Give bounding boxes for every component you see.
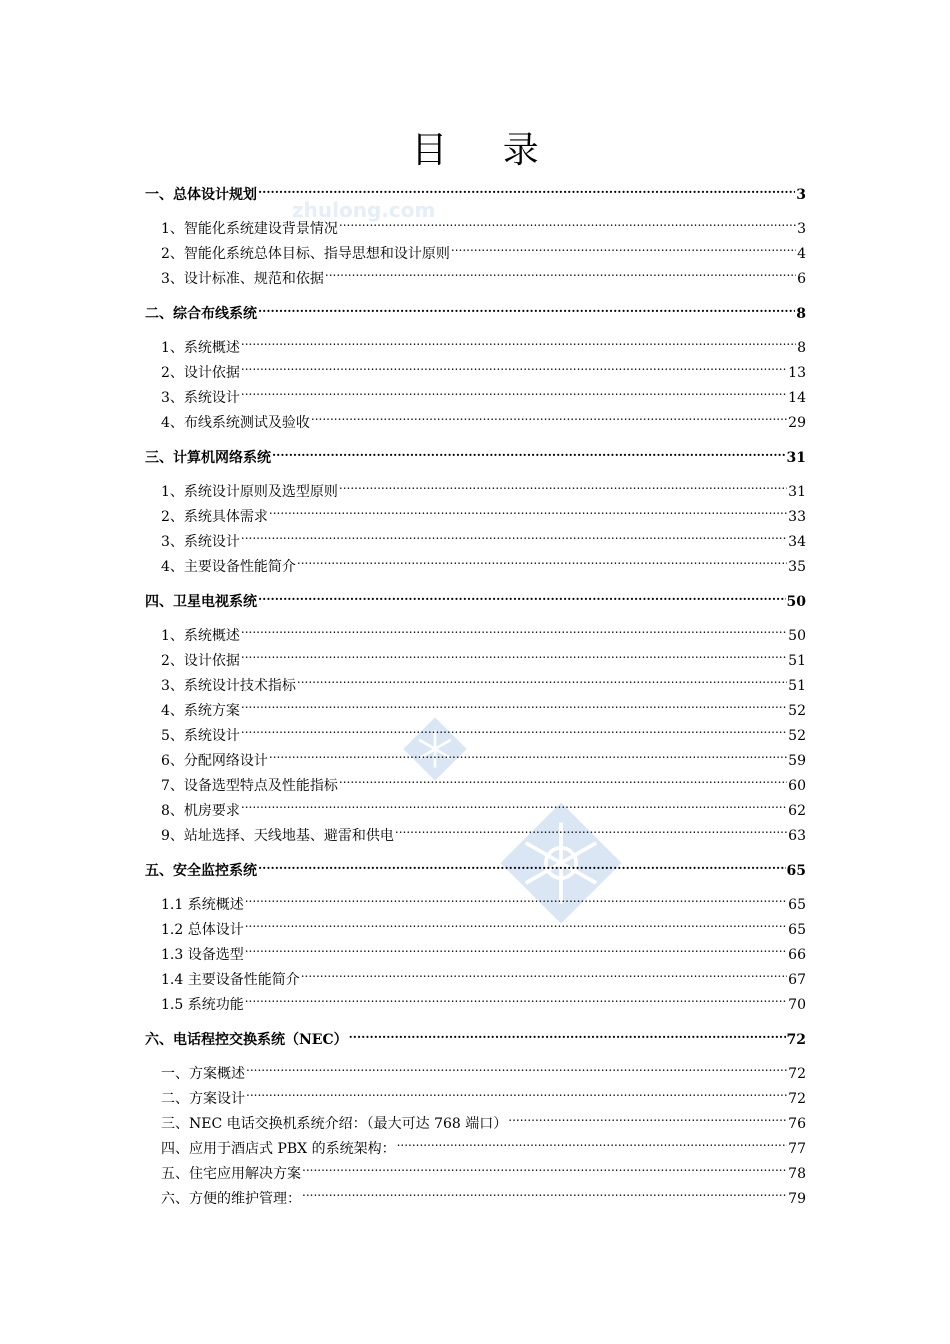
toc-leader-dots (339, 219, 796, 233)
toc-item-entry[interactable] (145, 968, 806, 993)
toc-item-page-number: 66 (788, 947, 806, 963)
toc-leader-dots (241, 651, 787, 665)
toc-leader-dots (258, 592, 786, 606)
toc-item-label: 二、方案设计 (161, 1091, 245, 1107)
toc-item-entry[interactable] (145, 724, 806, 749)
toc-item-entry[interactable] (145, 530, 806, 555)
toc-item-page-number: 52 (788, 703, 806, 719)
toc-leader-dots (339, 776, 787, 790)
toc-leader-dots (397, 1139, 788, 1153)
toc-item-label: 1.1 系统概述 (161, 897, 244, 913)
toc-item-page-number: 60 (788, 778, 806, 794)
toc-section-page-number: 8 (796, 306, 806, 322)
toc-item-entry[interactable] (145, 386, 806, 411)
toc-leader-dots (241, 338, 796, 352)
toc-item-page-number: 59 (788, 753, 806, 769)
toc-item-page-number: 35 (788, 559, 806, 575)
toc-item-page-number: 6 (797, 271, 806, 287)
toc-section-page-number: 3 (796, 187, 806, 203)
toc-item-page-number: 72 (788, 1091, 806, 1107)
toc-item-label: 1、系统设计原则及选型原则 (161, 484, 338, 500)
toc-item-page-number: 8 (797, 340, 806, 356)
toc-item-label: 1、智能化系统建设背景情况 (161, 221, 338, 237)
toc-item-entry[interactable] (145, 749, 806, 774)
toc-item-entry[interactable] (145, 1187, 806, 1212)
toc-leader-dots (246, 1089, 787, 1103)
toc-item-label: 6、分配网络设计 (161, 753, 268, 769)
toc-item-entry[interactable] (145, 1062, 806, 1087)
toc-leader-dots (311, 413, 787, 427)
toc-section-label: 一、总体设计规划 (145, 187, 257, 203)
toc-item-label: 9、站址选择、天线地基、避雷和供电 (161, 828, 394, 844)
toc-item-label: 4、主要设备性能简介 (161, 559, 296, 575)
toc-item-page-number: 50 (788, 628, 806, 644)
toc-section-entry[interactable] (145, 590, 806, 614)
toc-section-label: 五、安全监控系统 (145, 863, 257, 879)
toc-item-entry[interactable] (145, 624, 806, 649)
toc-leader-dots (241, 801, 787, 815)
toc-item-label: 7、设备选型特点及性能指标 (161, 778, 338, 794)
toc-item-page-number: 79 (788, 1191, 806, 1207)
toc-section-label: 二、综合布线系统 (145, 306, 257, 322)
toc-leader-dots (349, 1030, 786, 1044)
toc-item-entry[interactable] (145, 1137, 806, 1162)
toc-leader-dots (241, 532, 787, 546)
toc-item-label: 3、设计标准、规范和依据 (161, 271, 324, 287)
toc-item-label: 5、系统设计 (161, 728, 240, 744)
toc-title: 目 录 (411, 130, 561, 171)
toc-leader-dots (302, 1189, 787, 1203)
toc-item-label: 1、系统概述 (161, 628, 240, 644)
toc-leader-dots (241, 363, 787, 377)
toc-item-label: 3、系统设计 (161, 534, 240, 550)
toc-item-page-number: 29 (788, 415, 806, 431)
toc-item-label: 1.5 系统功能 (161, 997, 244, 1013)
toc-item-label: 2、智能化系统总体目标、指导思想和设计原则 (161, 246, 450, 262)
toc-section-entry[interactable] (145, 302, 806, 326)
toc-item-page-number: 52 (788, 728, 806, 744)
toc-item-page-number: 51 (788, 653, 806, 669)
toc-item-entry[interactable] (145, 480, 806, 505)
table-of-contents (145, 183, 806, 1212)
toc-item-label: 4、系统方案 (161, 703, 240, 719)
toc-item-label: 3、系统设计技术指标 (161, 678, 296, 694)
toc-leader-dots (258, 304, 795, 318)
toc-item-page-number: 77 (788, 1141, 806, 1157)
toc-item-entry[interactable] (145, 336, 806, 361)
toc-item-page-number: 76 (788, 1116, 806, 1132)
toc-item-entry[interactable] (145, 217, 806, 242)
toc-item-label: 1、系统概述 (161, 340, 240, 356)
toc-item-label: 1.2 总体设计 (161, 922, 244, 938)
toc-leader-dots (339, 482, 787, 496)
toc-item-entry[interactable] (145, 555, 806, 580)
toc-section-entry[interactable] (145, 446, 806, 470)
toc-leader-dots (269, 751, 787, 765)
toc-leader-dots (241, 626, 787, 640)
toc-section-entry[interactable] (145, 1028, 806, 1052)
toc-section-entry[interactable] (145, 859, 806, 883)
toc-leader-dots (325, 269, 796, 283)
toc-item-page-number: 65 (788, 897, 806, 913)
toc-item-label: 8、机房要求 (161, 803, 240, 819)
toc-item-page-number: 78 (788, 1166, 806, 1182)
toc-item-page-number: 67 (788, 972, 806, 988)
toc-item-entry[interactable] (145, 242, 806, 267)
toc-leader-dots (297, 676, 787, 690)
toc-leader-dots (269, 507, 787, 521)
toc-item-entry[interactable] (145, 993, 806, 1018)
toc-item-entry[interactable] (145, 1112, 806, 1137)
toc-item-entry[interactable] (145, 824, 806, 849)
toc-leader-dots (241, 726, 787, 740)
toc-item-label: 一、方案概述 (161, 1066, 245, 1082)
toc-leader-dots (245, 995, 787, 1009)
toc-item-page-number: 70 (788, 997, 806, 1013)
toc-item-label: 3、系统设计 (161, 390, 240, 406)
toc-item-label: 1.3 设备选型 (161, 947, 244, 963)
toc-item-page-number: 13 (788, 365, 806, 381)
toc-leader-dots (241, 388, 787, 402)
toc-item-entry[interactable] (145, 774, 806, 799)
toc-section-page-number: 65 (786, 863, 806, 879)
toc-item-entry[interactable] (145, 1162, 806, 1187)
toc-leader-dots (451, 244, 796, 258)
toc-leader-dots (272, 448, 786, 462)
toc-item-entry[interactable] (145, 674, 806, 699)
toc-leader-dots (302, 1164, 787, 1178)
toc-item-label: 2、系统具体需求 (161, 509, 268, 525)
toc-item-page-number: 31 (788, 484, 806, 500)
toc-item-entry[interactable] (145, 799, 806, 824)
toc-item-label: 1.4 主要设备性能简介 (161, 972, 300, 988)
toc-leader-dots (508, 1114, 787, 1128)
toc-item-page-number: 62 (788, 803, 806, 819)
toc-item-page-number: 65 (788, 922, 806, 938)
toc-leader-dots (301, 970, 787, 984)
toc-item-entry[interactable] (145, 361, 806, 386)
toc-item-label: 六、方便的维护管理： (161, 1191, 301, 1207)
toc-item-label: 三、NEC 电话交换机系统介绍：（最大可达 768 端口） (161, 1116, 508, 1132)
toc-leader-dots (258, 861, 786, 875)
toc-section-label: 六、电话程控交换系统（NEC） (145, 1032, 348, 1048)
toc-leader-dots (395, 826, 787, 840)
toc-section-label: 四、卫星电视系统 (145, 594, 257, 610)
toc-item-entry[interactable] (145, 267, 806, 292)
toc-item-page-number: 63 (788, 828, 806, 844)
toc-leader-dots (258, 185, 795, 199)
toc-item-entry[interactable] (145, 699, 806, 724)
toc-item-entry[interactable] (145, 411, 806, 436)
toc-item-page-number: 34 (788, 534, 806, 550)
toc-leader-dots (245, 895, 787, 909)
toc-leader-dots (297, 557, 787, 571)
toc-leader-dots (245, 920, 787, 934)
toc-item-entry[interactable] (145, 943, 806, 968)
watermark-text: zhulong.com (292, 198, 436, 222)
toc-item-page-number: 4 (797, 246, 806, 262)
toc-item-label: 五、住宅应用解决方案 (161, 1166, 301, 1182)
toc-item-entry[interactable] (145, 649, 806, 674)
toc-section-page-number: 31 (786, 450, 806, 466)
toc-item-page-number: 51 (788, 678, 806, 694)
toc-section-label: 三、计算机网络系统 (145, 450, 271, 466)
toc-item-label: 2、设计依据 (161, 653, 240, 669)
toc-item-label: 四、应用于酒店式 PBX 的系统架构： (161, 1141, 396, 1157)
toc-item-entry[interactable] (145, 893, 806, 918)
toc-item-entry[interactable] (145, 1087, 806, 1112)
toc-item-label: 2、设计依据 (161, 365, 240, 381)
toc-item-entry[interactable] (145, 918, 806, 943)
toc-item-page-number: 3 (797, 221, 806, 237)
toc-leader-dots (246, 1064, 787, 1078)
toc-section-page-number: 72 (786, 1032, 806, 1048)
toc-section-page-number: 50 (786, 594, 806, 610)
toc-section-entry[interactable] (145, 183, 806, 207)
toc-item-page-number: 72 (788, 1066, 806, 1082)
toc-item-page-number: 33 (788, 509, 806, 525)
toc-leader-dots (241, 701, 787, 715)
toc-item-label: 4、布线系统测试及验收 (161, 415, 310, 431)
toc-leader-dots (245, 945, 787, 959)
toc-item-entry[interactable] (145, 505, 806, 530)
toc-item-page-number: 14 (788, 390, 806, 406)
